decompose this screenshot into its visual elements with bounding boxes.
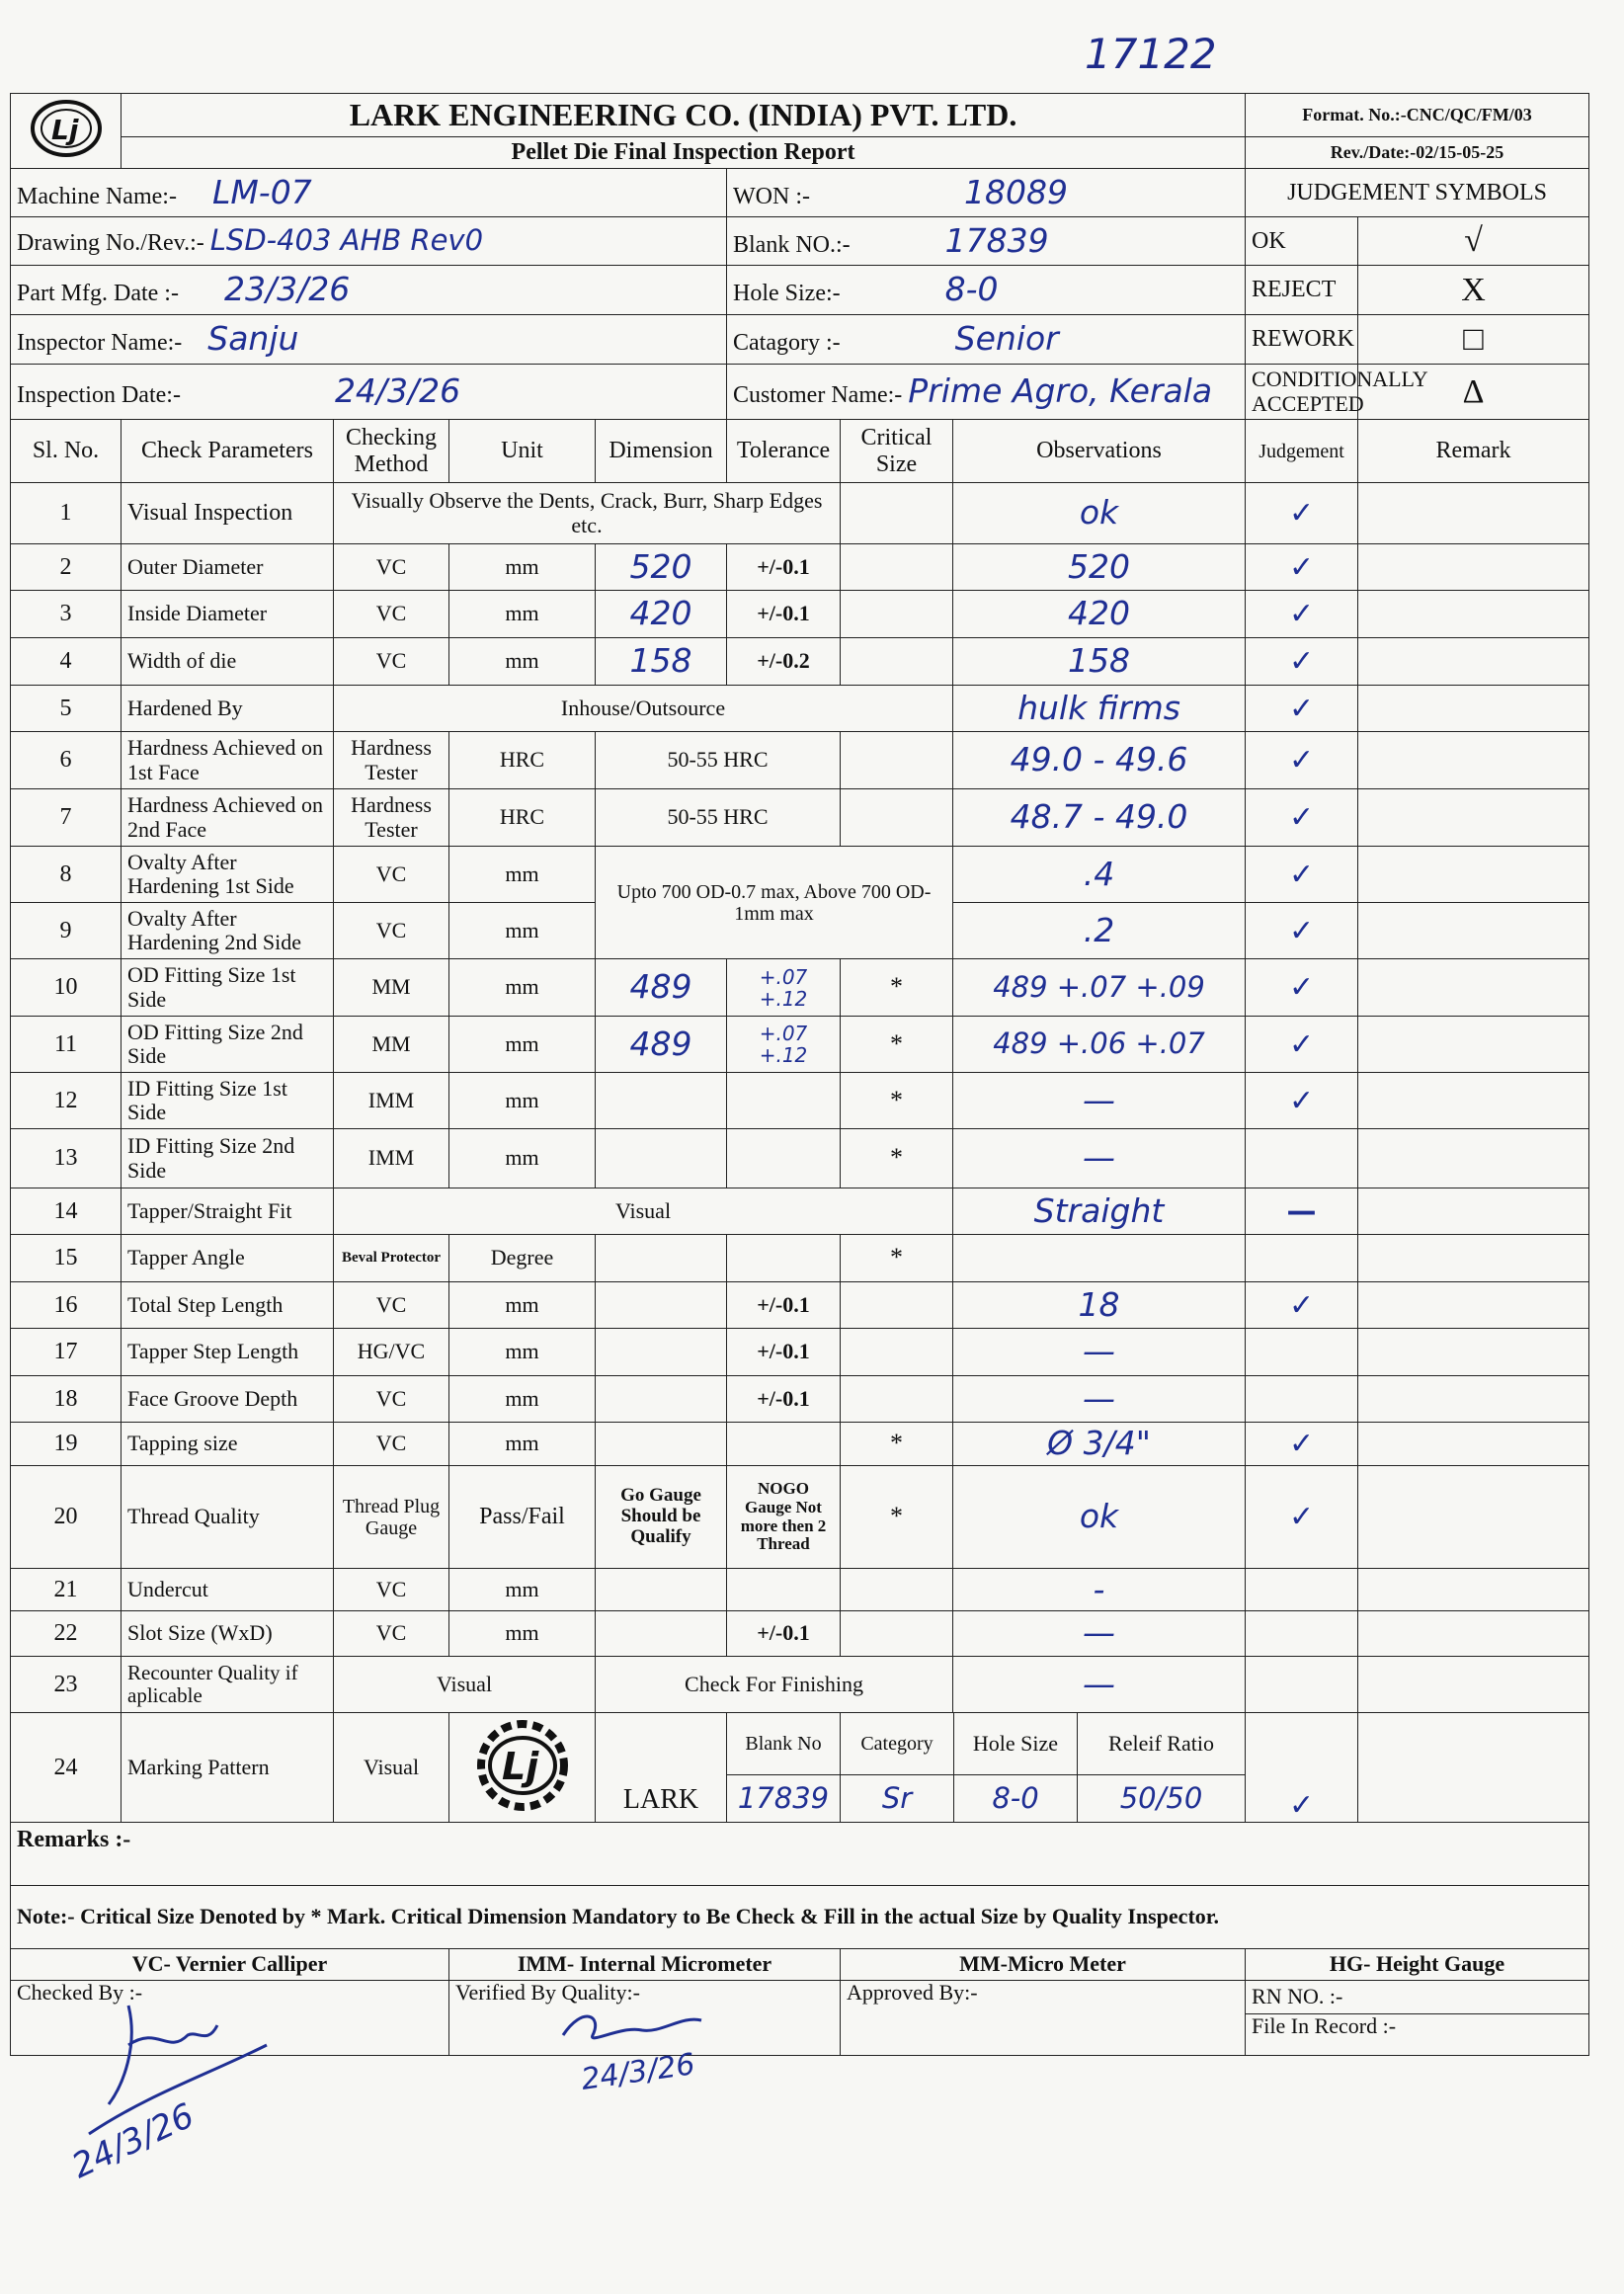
revision-date: Rev./Date:-02/15-05-25	[1246, 137, 1589, 169]
symbol-conditional: Δ	[1358, 365, 1589, 420]
verified-by-signature	[543, 1986, 741, 2104]
hole-size-header: Hole Size	[954, 1713, 1078, 1774]
ovalty-spec: Upto 700 OD-0.7 max, Above 700 OD-1mm max	[596, 847, 953, 959]
drawing-no-field: Drawing No./Rev.:- LSD-403 AHB Rev0	[11, 217, 727, 266]
col-observations: Observations	[953, 420, 1246, 483]
checked-by-field: Checked By :-	[11, 1981, 449, 2056]
table-row: 20 Thread Quality Thread Plug Gauge Pass/Fail Go Gauge Should be Qualify NOGO Gauge Not more then 2 Thread * ok ✓	[11, 1466, 1589, 1569]
marking-logo	[449, 1713, 596, 1823]
table-row: 8 Ovalty After Hardening 1st Side VC mm Upto 700 OD-0.7 max, Above 700 OD-1mm max .4 ✓	[11, 847, 1589, 903]
report-title: Pellet Die Final Inspection Report	[122, 137, 1246, 169]
critical-note: Note:- Critical Size Denoted by * Mark. Critical Dimension Mandatory to Be Check & Fill in the actual Size by Quality Inspector.	[11, 1886, 1589, 1949]
table-row: 5 Hardened By Inhouse/Outsource hulk firms ✓	[11, 686, 1589, 732]
legend-hg: HG- Height Gauge	[1246, 1949, 1589, 1981]
checked-by-date: 24/3/26	[65, 2095, 201, 2187]
table-row: 2 Outer Diameter VC mm 520 +/-0.1 520 ✓	[11, 544, 1589, 591]
relief-ratio-header: Releif Ratio	[1108, 1730, 1214, 1756]
legend-mm: MM-Micro Meter	[841, 1949, 1246, 1981]
blank-no-field: Blank NO.:- 17839	[727, 217, 1246, 266]
col-dimension: Dimension	[596, 420, 727, 483]
table-row: 15 Tapper Angle Beval Protector Degree *	[11, 1235, 1589, 1282]
file-in-record-field: File In Record :-	[1246, 2014, 1589, 2056]
hole-size-value: 8-0	[944, 270, 999, 309]
col-check-parameters: Check Parameters	[122, 420, 334, 483]
table-row: 6 Hardness Achieved on 1st Face Hardness Tester HRC 50-55 HRC 49.0 - 49.6 ✓	[11, 732, 1589, 789]
marking-details	[596, 1713, 1246, 1823]
machine-name-field: Machine Name:- LM-07	[11, 169, 727, 217]
col-remark: Remark	[1358, 420, 1589, 483]
company-logo	[11, 94, 122, 169]
symbol-ok-label: OK	[1246, 217, 1358, 266]
remarks-field: Remarks :-	[11, 1823, 1589, 1886]
table-row: 3 Inside Diameter VC mm 420 +/-0.1 420 ✓	[11, 591, 1589, 638]
inspector-name-field: Inspector Name:- Sanju	[11, 315, 727, 365]
rn-no-field: RN NO. :-	[1246, 1981, 1589, 2014]
svg-text:Lj: Lj	[501, 1744, 538, 1788]
part-mfg-date-field: Part Mfg. Date :- 23/3/26	[11, 266, 727, 315]
lark-logo-icon	[28, 95, 105, 162]
symbol-reject: X	[1358, 266, 1589, 315]
won-value: 18089	[963, 172, 1068, 211]
relief-ratio-mark: 50/50	[1119, 1780, 1203, 1815]
won-field: WON :- 18089	[727, 169, 1246, 217]
table-row: 19 Tapping size VC mm * Ø 3/4" ✓	[11, 1423, 1589, 1466]
table-row: 9 Ovalty After Hardening 2nd Side VC mm .2 ✓	[11, 903, 1589, 959]
category-value: Senior	[954, 319, 1059, 359]
table-row: 23 Recounter Quality if aplicable Visual Check For Finishing —	[11, 1657, 1589, 1713]
drawing-no-value: LSD-403 AHB Rev0	[209, 223, 484, 258]
table-row: 11 OD Fitting Size 2nd Side MM mm 489 +.07 +.12 * 489 +.06 +.07 ✓	[11, 1017, 1589, 1073]
customer-name-value: Prime Agro, Kerala	[908, 371, 1213, 411]
table-row: 21 Undercut VC mm -	[11, 1569, 1589, 1611]
table-row: 18 Face Groove Depth VC mm +/-0.1 —	[11, 1376, 1589, 1423]
svg-text:Lj: Lj	[50, 114, 78, 147]
table-row: 22 Slot Size (WxD) VC mm +/-0.1 —	[11, 1611, 1589, 1657]
category-field: Catagory :- Senior	[727, 315, 1246, 365]
inspector-name-value: Sanju	[207, 319, 299, 359]
col-unit: Unit	[449, 420, 596, 483]
inspection-report-table	[10, 93, 1589, 2056]
table-row: 16 Total Step Length VC mm +/-0.1 18 ✓	[11, 1282, 1589, 1329]
col-critical-size: Critical Size	[841, 420, 953, 483]
col-checking-method: Checking Method	[334, 420, 449, 483]
col-tolerance: Tolerance	[727, 420, 841, 483]
category-mark: Sr	[841, 1775, 954, 1822]
col-judgement: Judgement	[1246, 420, 1358, 483]
blank-no-header: Blank No	[727, 1713, 841, 1774]
hole-size-field: Hole Size:- 8-0	[727, 266, 1246, 315]
table-row: 12 ID Fitting Size 1st Side IMM mm * — ✓	[11, 1073, 1589, 1129]
approved-by-field: Approved By:-	[841, 1981, 1246, 2056]
table-row: 13 ID Fitting Size 2nd Side IMM mm * —	[11, 1129, 1589, 1188]
symbol-rework-label: REWORK	[1246, 315, 1358, 365]
marking-pattern-row: 24 Marking Pattern Visual Lj LARK Blank No Category Hole Size Releif Ratio 17839 Sr 8-0 50/50 ✓	[11, 1713, 1589, 1823]
checked-by-signature	[65, 1986, 286, 2193]
blank-no-mark: 17839	[727, 1775, 841, 1822]
col-sl-no: Sl. No.	[11, 420, 122, 483]
lark-text: LARK	[596, 1713, 727, 1822]
inspection-date-value: 24/3/26	[334, 371, 461, 411]
symbol-rework: □	[1358, 315, 1589, 365]
symbol-conditional-label: CONDITIONALLY ACCEPTED	[1246, 365, 1358, 420]
symbol-reject-label: REJECT	[1246, 266, 1358, 315]
verified-by-field: Verified By Quality:-	[449, 1981, 841, 2056]
verified-by-date: 24/3/26	[579, 2047, 697, 2097]
table-row: 4 Width of die VC mm 158 +/-0.2 158 ✓	[11, 638, 1589, 686]
customer-name-field: Customer Name:- Prime Agro, Kerala	[727, 365, 1246, 420]
company-name: LARK ENGINEERING CO. (INDIA) PVT. LTD.	[122, 94, 1246, 137]
symbol-ok: √	[1358, 217, 1589, 266]
inspection-date-field: Inspection Date:- 24/3/26	[11, 365, 727, 420]
table-row: 17 Tapper Step Length HG/VC mm +/-0.1 —	[11, 1329, 1589, 1376]
hole-size-mark: 8-0	[954, 1775, 1078, 1822]
table-row: 7 Hardness Achieved on 2nd Face Hardness Tester HRC 50-55 HRC 48.7 - 49.0 ✓	[11, 789, 1589, 847]
table-row: 1 Visual Inspection Visually Observe the Dents, Crack, Burr, Sharp Edges etc. ok ✓	[11, 483, 1589, 544]
machine-name-value: LM-07	[211, 172, 312, 211]
table-row: 14 Tapper/Straight Fit Visual Straight —	[11, 1188, 1589, 1235]
part-mfg-date-value: 23/3/26	[223, 270, 351, 309]
page-number-handwritten: 17122	[1085, 30, 1217, 78]
legend-vc: VC- Vernier Calliper	[11, 1949, 449, 1981]
table-row: 10 OD Fitting Size 1st Side MM mm 489 +.07 +.12 * 489 +.07 +.09 ✓	[11, 959, 1589, 1017]
blank-no-value: 17839	[944, 220, 1049, 260]
category-header: Category	[841, 1713, 954, 1774]
gear-logo-icon	[458, 1716, 587, 1815]
judgement-symbols-title: JUDGEMENT SYMBOLS	[1246, 169, 1589, 217]
format-number: Format. No.:-CNC/QC/FM/03	[1246, 94, 1589, 137]
legend-imm: IMM- Internal Micrometer	[449, 1949, 841, 1981]
